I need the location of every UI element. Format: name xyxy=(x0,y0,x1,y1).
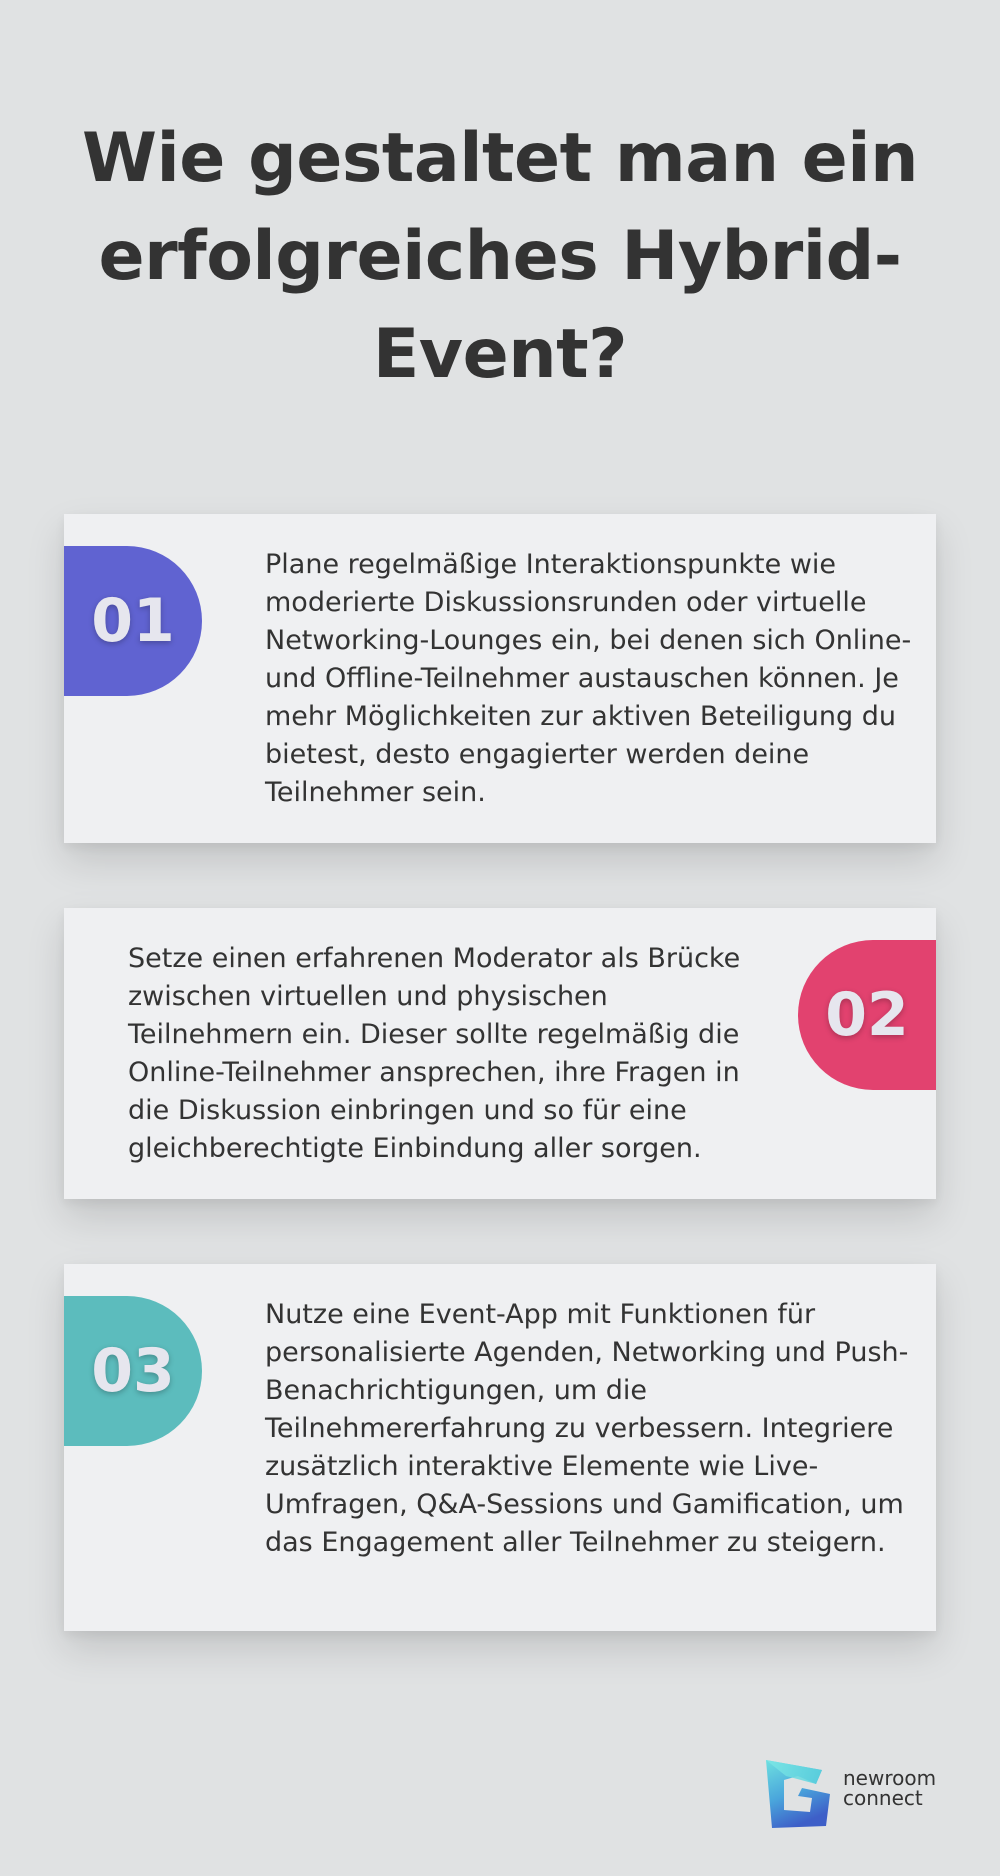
step-text: Plane regelmäßige Interaktionspunkte wie moderierte Diskussionsrunden oder virtuelle Networking-Lounges ein, bei denen sich Online- und Offline-Teilnehmer austauschen können. Je mehr Möglichkeiten zur aktiven Beteiligung du bietest, desto engagierter werden deine Teilnehmer sein. xyxy=(265,549,912,808)
step-card-1 xyxy=(64,514,936,843)
step-text: Nutze eine Event-App mit Funktionen für personalisierte Agenden, Networking und Push-Benachrichtigungen, um die Teilnehmererfahrung zu verbessern. Integriere zusätzlich interaktive Elemente wie Live-Umfragen, Q&A-Sessions und Gamification, um das Engagement aller Teilnehmer zu steigern. xyxy=(265,1299,909,1558)
step-number-badge: 01 xyxy=(64,546,202,696)
brand-wordmark xyxy=(843,1768,936,1808)
newroom-logo-icon xyxy=(764,1758,840,1830)
step-text: Setze einen erfahrenen Moderator als Brücke zwischen virtuellen und physischen Teilnehmern ein. Dieser sollte regelmäßig die Online-Teilnehmer ansprechen, ihre Fragen in die Diskussion einbringen und so für eine gleichberechtigte Einbindung aller sorgen. xyxy=(128,943,741,1164)
page-title: Wie gestaltet man ein erfolgreiches Hybrid-Event? xyxy=(81,119,919,394)
step-card-3 xyxy=(64,1264,936,1631)
brand-logo xyxy=(764,1758,937,1830)
step-number-badge: 02 xyxy=(798,940,936,1090)
step-number-badge: 03 xyxy=(64,1296,202,1446)
brand-wordmark-line2: connect xyxy=(843,1786,923,1810)
step-card-2 xyxy=(64,908,936,1199)
brand-wordmark-line1: newroom xyxy=(843,1766,937,1790)
